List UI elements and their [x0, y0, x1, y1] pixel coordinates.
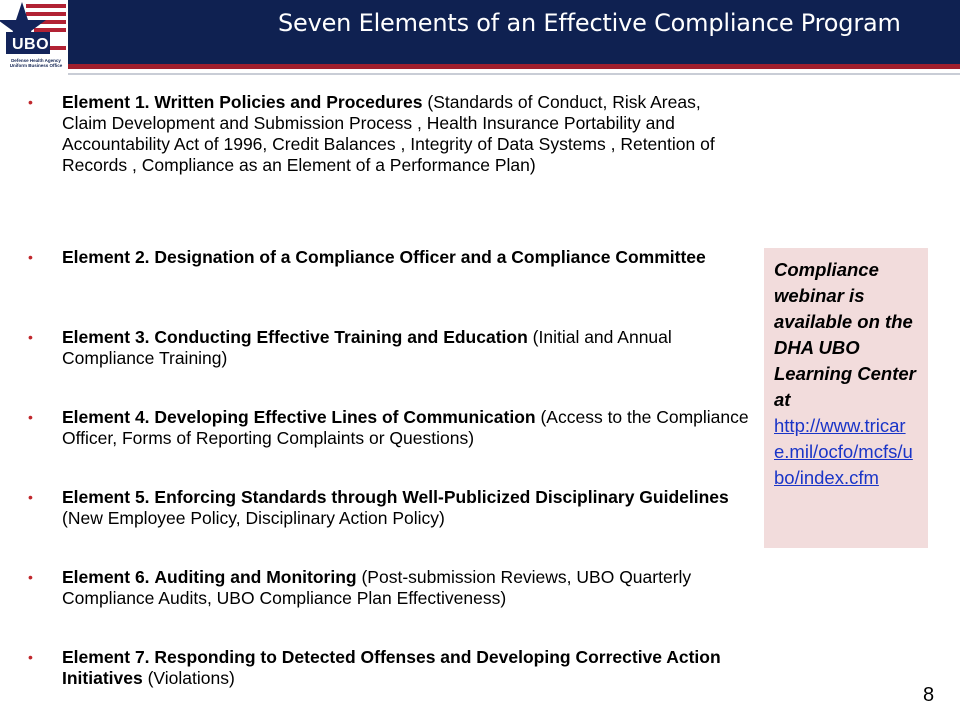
bullet-icon: • — [28, 569, 33, 585]
logo-subtitle: Defense Health Agency Uniform Business Office — [9, 58, 63, 68]
element-heading: Developing Effective Lines of Communication — [154, 407, 536, 427]
element-detail: (Initial and Annual Compliance Training) — [62, 327, 672, 368]
learning-center-link[interactable]: http://www.tricare.mil/ocfo/mcfs/ubo/index.cfm — [774, 415, 913, 488]
element-heading: Written Policies and Procedures — [154, 92, 423, 112]
bullet-icon: • — [28, 249, 33, 265]
element-number: Element 6. — [62, 567, 150, 587]
element-number: Element 7. — [62, 647, 150, 667]
element-heading: Conducting Effective Training and Education — [154, 327, 528, 347]
element-detail: (Access to the Compliance Officer, Forms of Reporting Complaints or Questions) — [62, 407, 749, 448]
callout-text: Compliance webinar is available on the DHA UBO Learning Center at — [774, 259, 916, 410]
element-number: Element 4. — [62, 407, 150, 427]
element-detail: (New Employee Policy, Disciplinary Action Policy) — [62, 508, 445, 528]
element-number: Element 1. — [62, 92, 150, 112]
element-heading: Enforcing Standards through Well-Publicized Disciplinary Guidelines — [154, 487, 729, 507]
element-item — [28, 92, 750, 176]
slide-title: Seven Elements of an Effective Compliance Program — [278, 9, 901, 37]
bullet-icon: • — [28, 329, 33, 345]
element-item — [28, 327, 750, 369]
element-heading: Designation of a Compliance Officer and a Compliance Committee — [154, 247, 706, 267]
element-number: Element 3. — [62, 327, 150, 347]
element-heading: Auditing and Monitoring — [154, 567, 357, 587]
element-item — [28, 407, 750, 449]
bullet-icon: • — [28, 409, 33, 425]
element-number: Element 5. — [62, 487, 150, 507]
element-detail: (Post-submission Reviews, UBO Quarterly Compliance Audits, UBO Compliance Plan Effectiveness) — [62, 567, 692, 608]
page-number: 8 — [923, 684, 935, 706]
element-detail: (Standards of Conduct, Risk Areas, Claim Development and Submission Process , Health Insurance Portability and Accountability Act of 1996, Credit Balances , Integrity of Data Systems , Retention of Records , Compliance as an Element of a Performance Plan) — [62, 92, 715, 175]
element-item — [28, 647, 750, 689]
element-detail: (Violations) — [147, 668, 235, 688]
element-item — [28, 567, 750, 609]
bullet-icon: • — [28, 649, 33, 665]
element-item — [28, 487, 750, 529]
element-number: Element 2. — [62, 247, 150, 267]
logo-text: UBO — [12, 36, 50, 53]
bullet-icon: • — [28, 489, 33, 505]
ubo-logo — [0, 0, 68, 78]
element-item — [28, 247, 750, 268]
element-heading: Responding to Detected Offenses and Developing Corrective Action Initiatives — [62, 647, 721, 688]
header-stripes — [0, 64, 960, 75]
bullet-icon: • — [28, 94, 33, 110]
webinar-callout — [764, 248, 928, 548]
